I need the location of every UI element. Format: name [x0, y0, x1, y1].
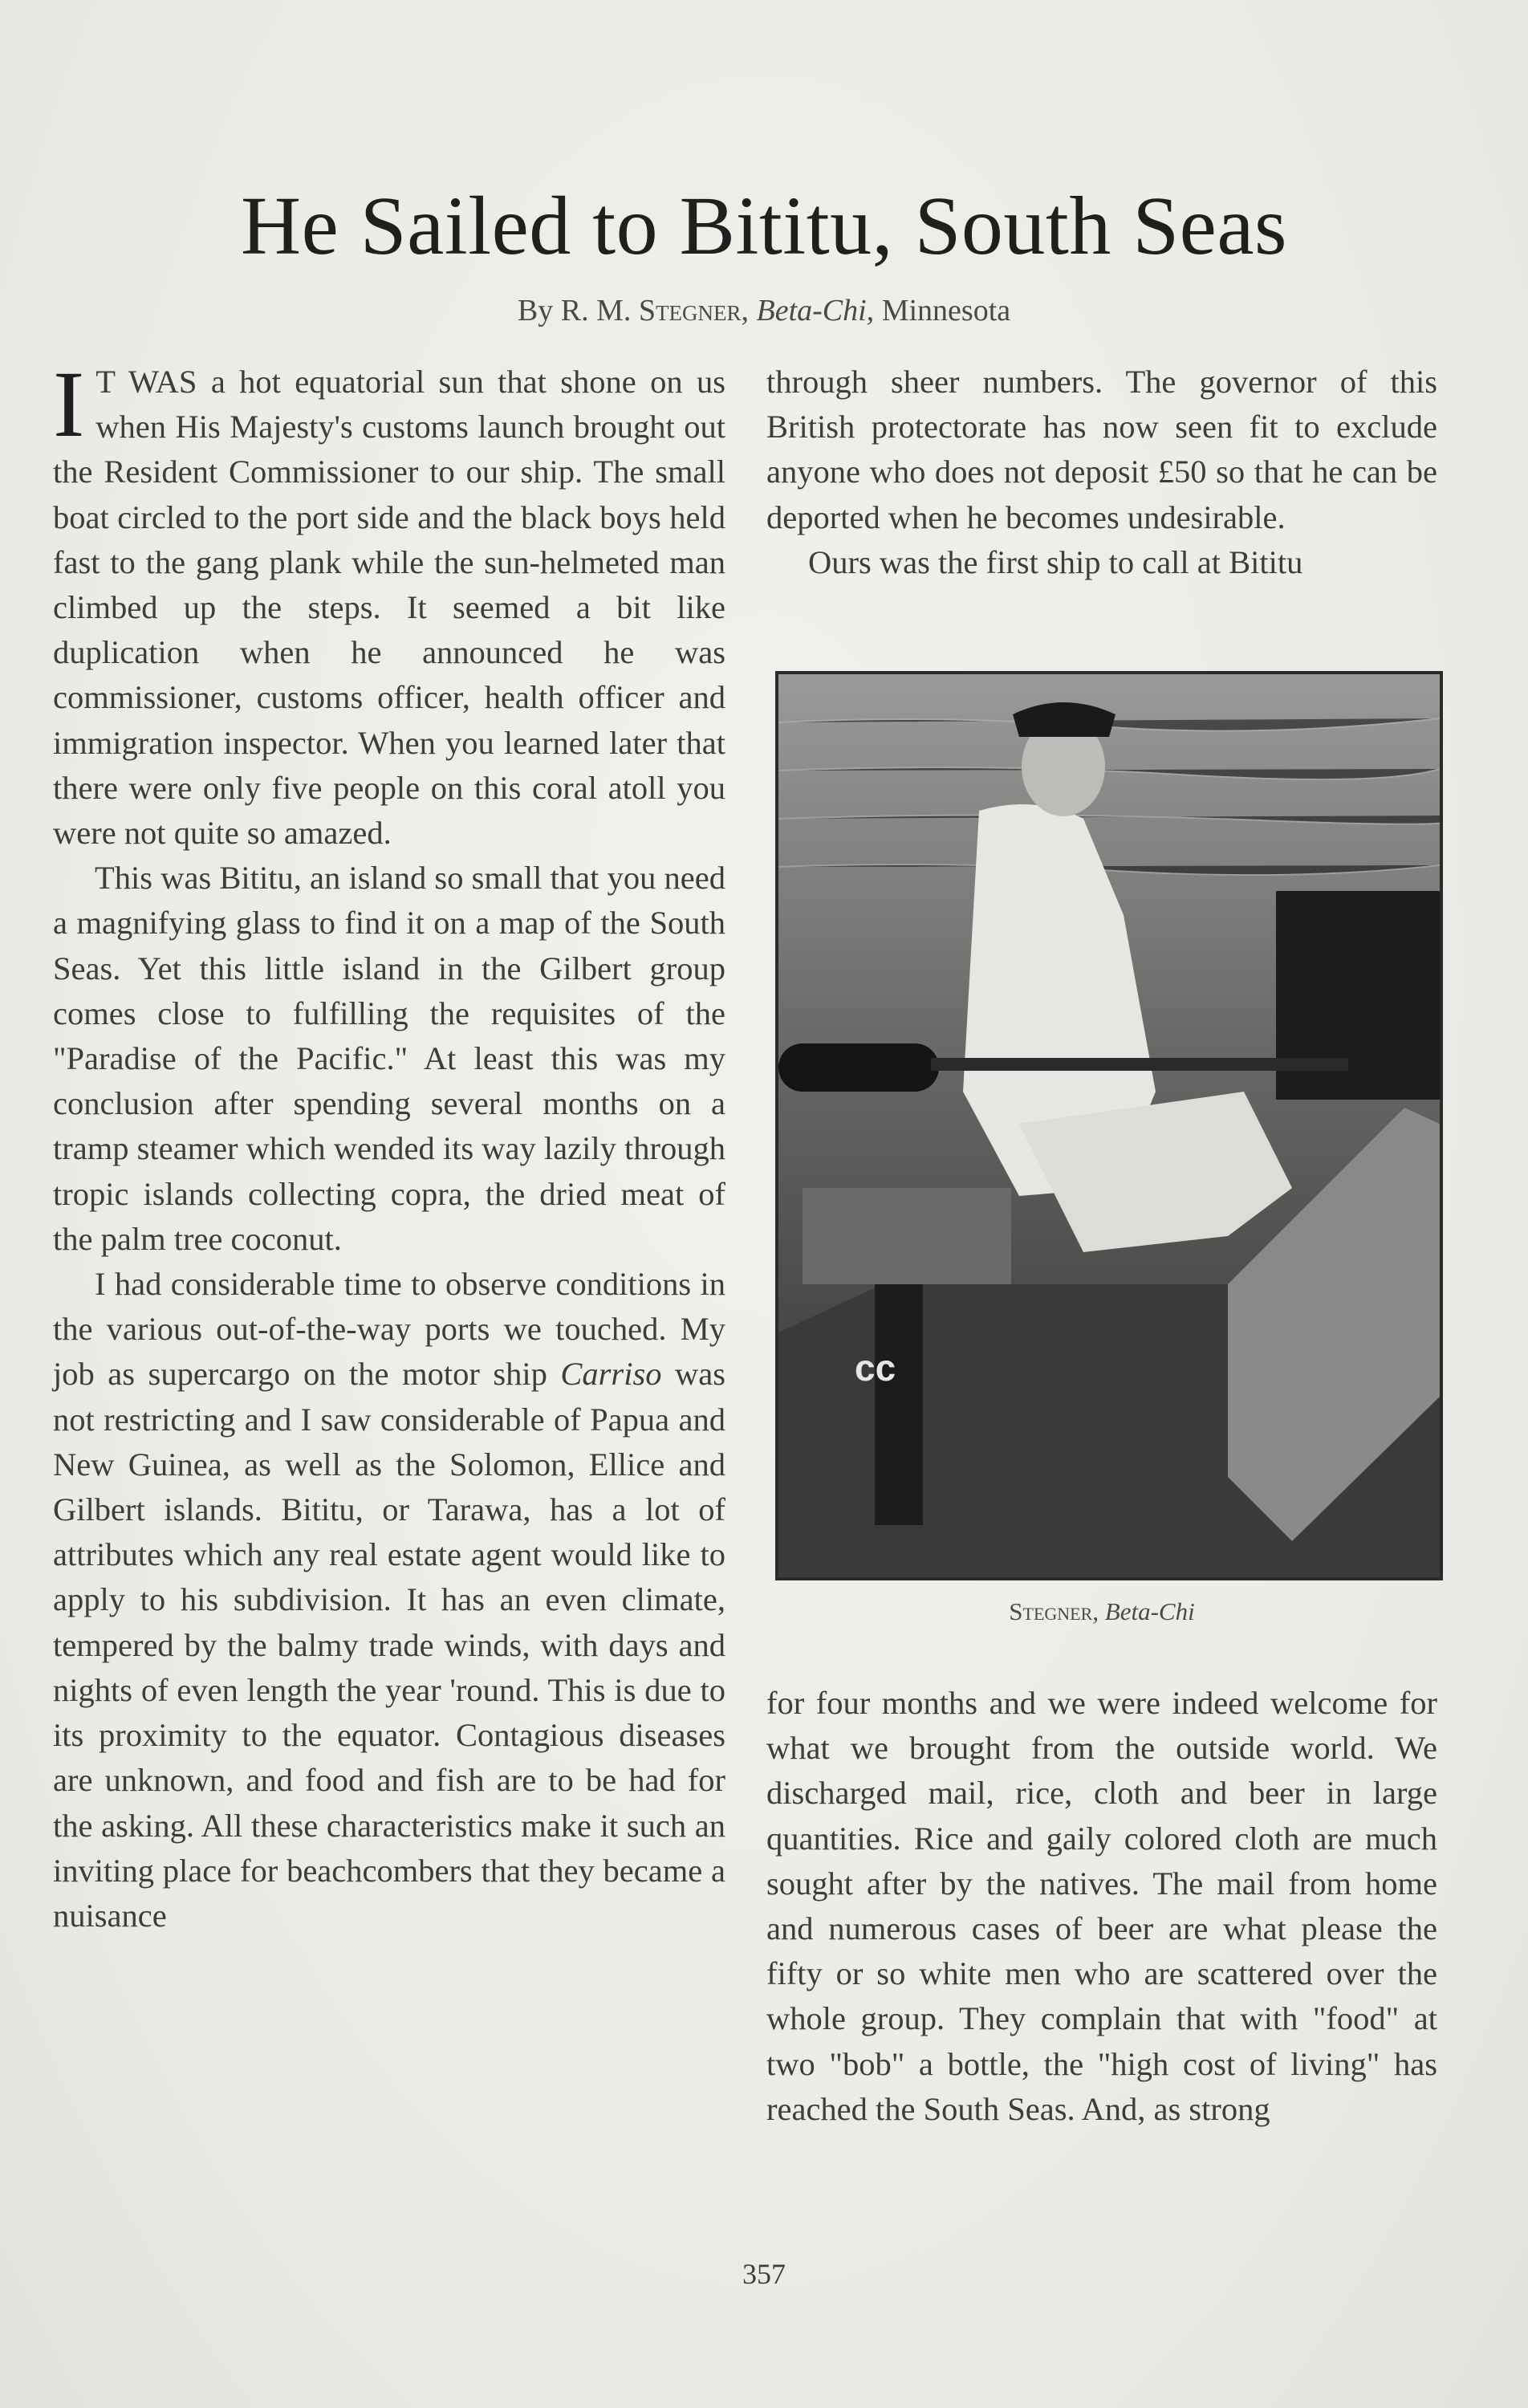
byline-author: R. M. Stegner, — [560, 294, 749, 327]
photo-illustration — [778, 674, 1440, 1577]
paragraph-1-opening: T WAS — [96, 364, 197, 400]
byline-chapter: Beta-Chi, — [756, 294, 875, 327]
paragraph-2: This was Bititu, an island so small that you need a magnifying glass to find it on a map of the South Seas. Yet this little island in the Gilbert group comes close to fulfilling the requisites of the "Paradise of the Pacific." At least this was my conclusion after spending several months on a tramp steamer which wended its way lazily through tropic islands collecting copra, the dried meat of the palm tree coconut. — [53, 860, 725, 1257]
motor-lettering: cc — [855, 1347, 896, 1389]
paragraph-4-continued: for four months and we were indeed welcome for what we brought from the outside world. We discharged mail, rice, cloth and beer in large quantities. Rice and gaily colored cloth are much sought after by the natives. The mail from home and numerous cases of beer are what please the fifty or so white men who are scattered over the whole group. They complain that with "food" at two "bob" a bottle, the "high cost of living" has reached the South Seas. And, as strong — [766, 1685, 1437, 2127]
paragraph-1-text: a hot equatorial sun that shone on us when His Majesty's customs launch brought out the Resident Commissioner to our ship. The small boat circled to the port side and the black boys held fast to the gang plank while the sun-helmeted man climbed up the steps. It seemed a bit like duplication when he announced he was commissioner, customs officer, health officer and immigration inspector. When you learned later that there were only five people on this coral atoll you were not quite so amazed. — [53, 364, 725, 852]
paragraph-3-text-a: I had considerable time to observe conditions in the various out-of-the-way ports we touched. My job as supercargo on the motor ship — [53, 1266, 725, 1393]
right-column-bottom — [766, 1681, 1437, 2132]
paragraph-3-text-b: was not restricting and I saw considerable of Papua and New Guinea, as well as the Solomon, Ellice and Gilbert islands. Bititu, or Tarawa, has a lot of attributes which any real estate agent would like to apply to his subdivision. It has an even climate, tempered by the balmy trade winds, with days and nights of even length the year 'round. This is due to its proximity to the equator. Contagious diseases are unknown, and food and fish are to be had for the asking. All these characteristics make it such an inviting place for beachcombers that they became a nuisance — [53, 1356, 725, 1934]
paragraph-4-start: Ours was the first ship to call at Bititu — [808, 543, 1303, 580]
caption-chapter: Beta-Chi — [1104, 1597, 1195, 1625]
byline-school: Minnesota — [881, 294, 1011, 327]
ship-name: Carriso — [560, 1356, 662, 1393]
caption-name: Stegner, — [1009, 1597, 1099, 1625]
page-number: 357 — [742, 2258, 786, 2290]
photo-man-in-boat — [775, 671, 1443, 1580]
drop-cap: I — [53, 352, 85, 457]
article-title: He Sailed to Bititu, South Seas — [241, 180, 1287, 272]
paragraph-1 — [53, 352, 725, 856]
byline — [0, 293, 1528, 328]
byline-prefix: By — [517, 294, 561, 327]
photo-caption — [766, 1597, 1437, 1626]
oar-shaft — [931, 1058, 1348, 1071]
left-column — [53, 352, 725, 1938]
paragraph-3 — [53, 1262, 725, 1938]
oar-blade — [778, 1043, 939, 1092]
right-column-top — [766, 360, 1437, 585]
paragraph-3-continued: through sheer numbers. The governor of this British protectorate has now seen fit to exclude anyone who does not deposit £50 so that he can be deported when he becomes undesirable. — [766, 364, 1437, 535]
outboard-motor-shaft — [875, 1284, 923, 1525]
outboard-motor-head — [803, 1188, 1011, 1284]
